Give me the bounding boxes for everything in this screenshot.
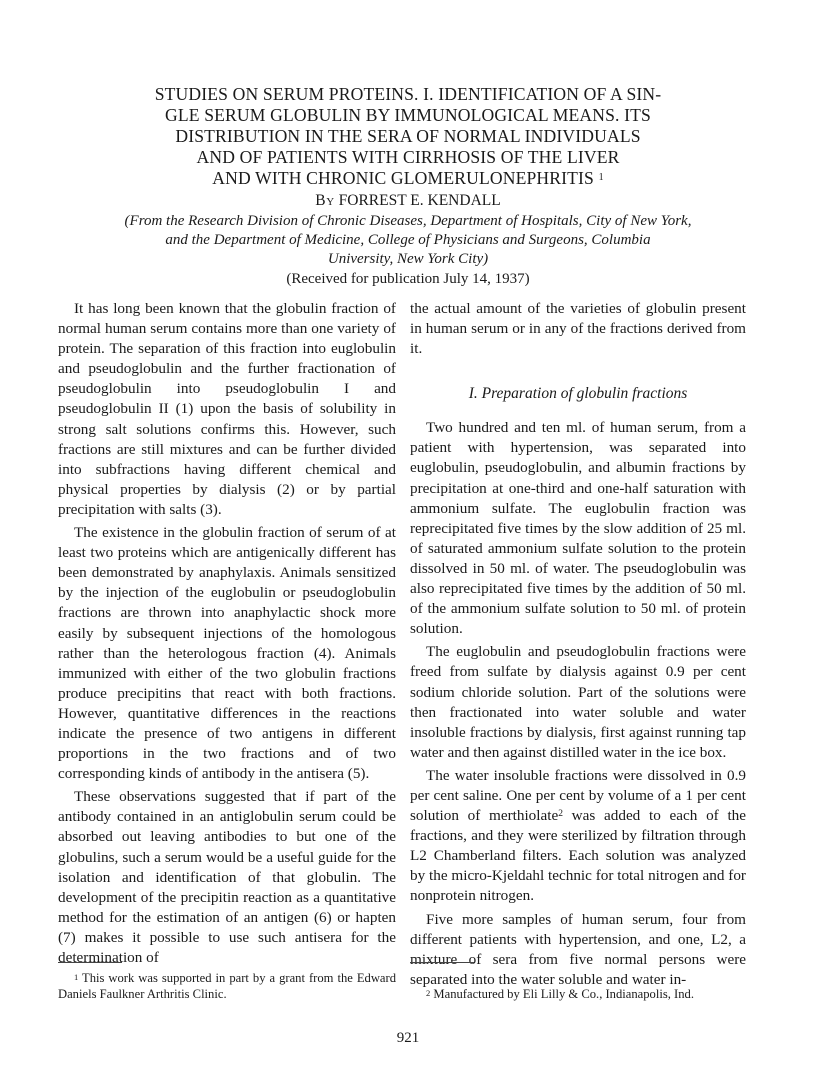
paragraph-intro: It has long been known that the globulin fraction of normal human serum contains more than one variety of protein. The separation of this fraction into euglobulin and pseudoglobulin and the further fractionation of pseudoglobulin into pseudoglobulin I and pseudoglobulin II (1) upon the basis of solubility in strong salt solutions confirms this. However, such fractions are still mixtures and can be further divided into subfractions having different chemical and physical properties by dialysis (2) or by partial precipitation with salts (3). xyxy=(58,300,396,518)
footnote-divider-right xyxy=(410,962,474,963)
byline-prefix: By xyxy=(315,192,335,209)
affiliation-line-1: (From the Research Division of Chronic Diseases, Department of Hospitals, City of New York, xyxy=(124,213,692,229)
merthiolate-text-a: The water insoluble fractions were dissolved in 0.9 per cent saline. One per cent by volume of a 1 per cent solution of merthiolate xyxy=(410,766,746,825)
paragraph-anaphylaxis: The existence in the globulin fraction of serum of at least two proteins which are antigenically different has been demonstrated by anaphylaxis. Animals sensitized by the injection of the euglobulin or pseudoglobulin fractions are thrown into anaphylactic shock more easily by subsequent injections of the homologous rather than the heterologous fraction (4). Animals immunized with either of the two globulin fractions produce precipitins that react with both fractions. However, quantitative differences in the reactions indicate the presence of two antigens in different proportions in the two fractions and of two corresponding kinds of antibody in the antisera (5). xyxy=(58,524,396,783)
affiliation-line-3: University, New York City) xyxy=(327,251,489,267)
title-footnote-mark: 1 xyxy=(598,172,604,183)
author-byline xyxy=(100,191,716,211)
paragraph-continued: the actual amount of the varieties of globulin present in human serum or in any of the fractions derived from it. xyxy=(410,300,746,358)
title-line-1: STUDIES ON SERUM PROTEINS. I. IDENTIFICATION OF A SIN- xyxy=(154,84,662,104)
left-column xyxy=(58,299,396,971)
right-column xyxy=(410,299,746,993)
footnote-2 xyxy=(410,986,746,1002)
paragraph-preparation: Two hundred and ten ml. of human serum, from a patient with hypertension, was separated into euglobulin, pseudoglobulin, and albumin fractions by precipitation at one-third and one-half saturation with ammonium sulfate. The euglobulin fraction was reprecipitated five times by the slow addition of 25 ml. of saturated ammonium sulfate solution to the protein dissolved in 50 ml. of water. The pseudoglobulin was also reprecipitated five times by the addition of 50 ml. of the ammonium sulfate solution to 50 ml. of protein solution. xyxy=(410,419,746,638)
page-number: 921 xyxy=(396,1030,420,1046)
paragraph-samples: Five more samples of human serum, four from different patients with hypertension, and one, L2, a mixture of sera from five normal persons were separated into the water soluble and water in- xyxy=(410,910,746,988)
title-line-5: AND WITH CHRONIC GLOMERULONEPHRITIS xyxy=(212,168,594,188)
title-line-4: AND OF PATIENTS WITH CIRRHOSIS OF THE LIVER xyxy=(196,147,620,167)
paragraph-observations: These observations suggested that if part of the antibody contained in an antiglobulin serum could be absorbed out leaving antibodies to but one of the globulins, such a serum would be a useful guide for the isolation and identification of that globulin. The development of the precipitin reaction as a quantitative method for the estimation of an antigen (6) or hapten (7) makes it possible to use such antisera for the determination of xyxy=(58,788,396,966)
footnote-2-text: Manufactured by Eli Lilly & Co., Indianapolis, Ind. xyxy=(433,987,694,1001)
author-affiliation xyxy=(110,212,706,269)
affiliation-line-2: and the Department of Medicine, College of Physicians and Surgeons, Columbia xyxy=(165,232,651,248)
footnote-1-mark: 1 xyxy=(74,972,79,982)
title-line-3: DISTRIBUTION IN THE SERA OF NORMAL INDIVIDUALS xyxy=(175,126,641,146)
footnote-divider-left xyxy=(58,962,122,963)
footnote-1 xyxy=(58,970,396,1002)
received-date: (Received for publication July 14, 1937) xyxy=(286,271,530,287)
merthiolate-footnote-mark: 2 xyxy=(558,809,563,820)
merthiolate-text-b: was added to each of the fractions, and they were sterilized by filtration through L2 Chamberland filters. Each solution was analyzed by the micro-Kjeldahl technic for total nitrogen and for nonprotein nitrogen. xyxy=(410,807,746,905)
section-heading: I. Preparation of globulin fractions xyxy=(468,385,688,403)
article-title xyxy=(100,84,716,189)
footnote-1-text: This work was supported in part by a grant from the Edward Daniels Faulkner Arthritis Clinic. xyxy=(58,971,397,1001)
paragraph-merthiolate xyxy=(410,766,746,907)
title-line-2: GLE SERUM GLOBULIN BY IMMUNOLOGICAL MEANS. ITS xyxy=(165,105,651,125)
author-name: FORREST E. KENDALL xyxy=(338,192,501,209)
paragraph-dialysis: The euglobulin and pseudoglobulin fractions were freed from sulfate by dialysis against 0.9 per cent sodium chloride solution. Part of the solutions were then fractionated into water soluble and water insoluble fractions by dialysis, first against running tap water and then against distilled water in the ice box. xyxy=(410,643,746,761)
footnote-2-mark: 2 xyxy=(426,988,431,998)
